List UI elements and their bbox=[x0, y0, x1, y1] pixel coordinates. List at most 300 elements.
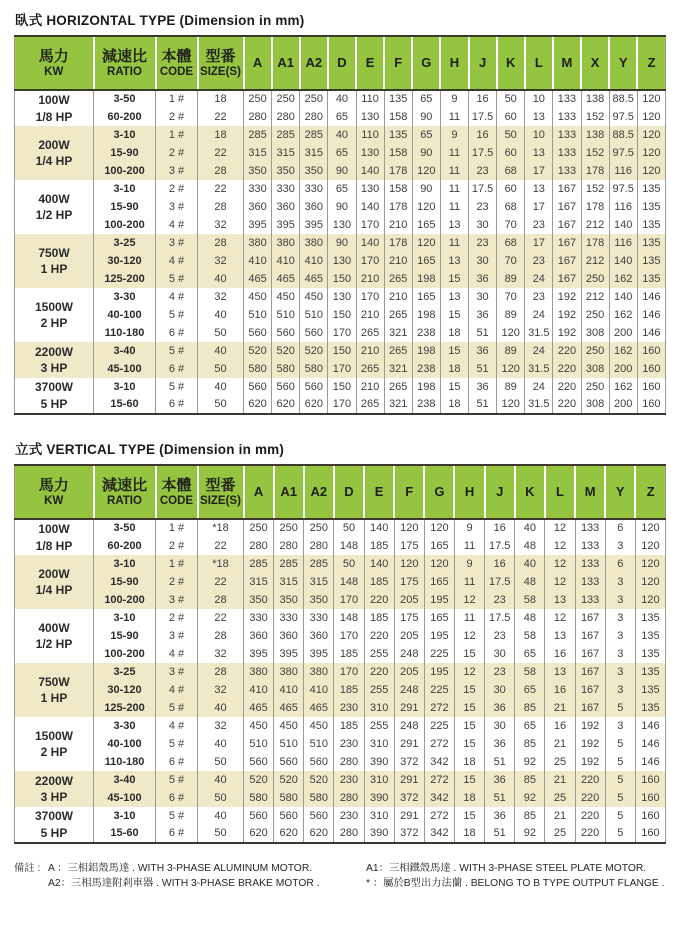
dimension-letter: L bbox=[556, 484, 564, 499]
dim-cell-a2: 450 bbox=[300, 288, 328, 306]
dim-cell-e: 185 bbox=[364, 537, 394, 555]
column-header-j bbox=[485, 465, 515, 519]
dim-cell-z: 120 bbox=[635, 519, 665, 537]
dim-cell-j: 17.5 bbox=[469, 108, 497, 126]
dim-cell-e: 210 bbox=[356, 306, 384, 324]
column-header-l bbox=[525, 36, 553, 90]
dim-cell-h: 15 bbox=[440, 342, 468, 360]
size-cell: 32 bbox=[198, 717, 244, 735]
dim-cell-k: 68 bbox=[497, 162, 525, 180]
dim-cell-a: 395 bbox=[244, 645, 274, 663]
dim-cell-x: 178 bbox=[581, 234, 609, 252]
dim-cell-d: 150 bbox=[328, 306, 356, 324]
dim-cell-a2: 560 bbox=[300, 324, 328, 342]
dim-cell-y: 162 bbox=[609, 342, 637, 360]
power-hp: 3 HP bbox=[40, 361, 68, 375]
dim-cell-l: 17 bbox=[525, 234, 553, 252]
dim-cell-h: 13 bbox=[440, 252, 468, 270]
dim-cell-h: 15 bbox=[454, 807, 484, 825]
dim-cell-a2: 410 bbox=[304, 681, 334, 699]
dim-cell-d: 280 bbox=[334, 825, 364, 843]
dim-cell-m: 133 bbox=[575, 573, 605, 591]
ratio-cell: 30-120 bbox=[94, 252, 156, 270]
dim-cell-a1: 510 bbox=[274, 735, 304, 753]
table-row bbox=[15, 198, 666, 216]
code-cell: 5 # bbox=[156, 270, 198, 288]
table-row bbox=[15, 216, 666, 234]
dim-cell-h: 18 bbox=[440, 324, 468, 342]
column-header-h bbox=[454, 465, 484, 519]
dim-cell-x: 250 bbox=[581, 306, 609, 324]
ratio-cell: 110-180 bbox=[94, 324, 156, 342]
vertical-dimensions-table bbox=[14, 464, 666, 844]
dim-cell-y: 162 bbox=[609, 270, 637, 288]
dim-cell-g: 272 bbox=[424, 807, 454, 825]
dim-cell-x: 250 bbox=[581, 270, 609, 288]
dim-cell-h: 9 bbox=[454, 555, 484, 573]
dim-cell-a: 580 bbox=[244, 789, 274, 807]
ratio-cell: 3-25 bbox=[94, 663, 156, 681]
dim-cell-f: 265 bbox=[384, 342, 412, 360]
power-watts: 100W bbox=[38, 522, 70, 537]
code-cell: 2 # bbox=[156, 144, 198, 162]
dim-cell-f: 205 bbox=[394, 591, 424, 609]
column-header-f bbox=[384, 36, 412, 90]
dim-cell-g: 225 bbox=[424, 717, 454, 735]
dim-cell-a: 250 bbox=[244, 519, 274, 537]
dim-cell-a: 285 bbox=[244, 126, 272, 144]
dim-cell-l: 31.5 bbox=[525, 360, 553, 378]
dim-cell-k: 58 bbox=[515, 663, 545, 681]
table-row bbox=[15, 555, 666, 573]
header-en-label: SIZE(S) bbox=[200, 65, 241, 78]
dim-cell-g: 272 bbox=[424, 771, 454, 789]
dim-cell-e: 140 bbox=[356, 162, 384, 180]
dim-cell-z: 120 bbox=[637, 108, 665, 126]
dim-cell-f: 135 bbox=[384, 126, 412, 144]
dim-cell-y: 97.5 bbox=[609, 144, 637, 162]
ratio-cell: 45-100 bbox=[94, 789, 156, 807]
dim-cell-k: 60 bbox=[497, 180, 525, 198]
dim-cell-g: 165 bbox=[412, 252, 440, 270]
dim-cell-k: 89 bbox=[497, 270, 525, 288]
dim-cell-g: 90 bbox=[412, 108, 440, 126]
dim-cell-g: 90 bbox=[412, 180, 440, 198]
dim-cell-k: 92 bbox=[515, 789, 545, 807]
dim-cell-e: 220 bbox=[364, 663, 394, 681]
dim-cell-d: 230 bbox=[334, 807, 364, 825]
dim-cell-f: 248 bbox=[394, 645, 424, 663]
code-cell: 4 # bbox=[156, 681, 198, 699]
dim-cell-x: 250 bbox=[581, 378, 609, 396]
dim-cell-y: 162 bbox=[609, 306, 637, 324]
dim-cell-k: 120 bbox=[497, 360, 525, 378]
dim-cell-j: 51 bbox=[485, 753, 515, 771]
dim-cell-j: 36 bbox=[469, 378, 497, 396]
column-header-d bbox=[334, 465, 364, 519]
power-cell bbox=[15, 771, 94, 807]
dim-cell-a1: 510 bbox=[272, 306, 300, 324]
dim-cell-h: 13 bbox=[440, 288, 468, 306]
dim-cell-d: 90 bbox=[328, 162, 356, 180]
dim-cell-k: 70 bbox=[497, 288, 525, 306]
dim-cell-e: 310 bbox=[364, 807, 394, 825]
dim-cell-a2: 520 bbox=[300, 342, 328, 360]
dimension-letter: F bbox=[394, 55, 403, 70]
code-cell: 3 # bbox=[156, 663, 198, 681]
dim-cell-j: 30 bbox=[485, 717, 515, 735]
dim-cell-f: 135 bbox=[384, 90, 412, 108]
dim-cell-e: 310 bbox=[364, 771, 394, 789]
dim-cell-d: 130 bbox=[328, 288, 356, 306]
dim-cell-a1: 315 bbox=[272, 144, 300, 162]
dim-cell-a2: 450 bbox=[304, 717, 334, 735]
dim-cell-d: 170 bbox=[328, 324, 356, 342]
dim-cell-j: 30 bbox=[485, 645, 515, 663]
dim-cell-m: 133 bbox=[553, 90, 581, 108]
dim-cell-j: 30 bbox=[485, 681, 515, 699]
dim-cell-j: 36 bbox=[485, 807, 515, 825]
dim-cell-f: 248 bbox=[394, 717, 424, 735]
dim-cell-a: 520 bbox=[244, 342, 272, 360]
dim-cell-m: 192 bbox=[553, 324, 581, 342]
table-row bbox=[15, 681, 666, 699]
dim-cell-e: 390 bbox=[364, 753, 394, 771]
dim-cell-a1: 520 bbox=[274, 771, 304, 789]
dim-cell-m: 133 bbox=[575, 519, 605, 537]
dim-cell-z: 135 bbox=[637, 234, 665, 252]
dim-cell-a2: 360 bbox=[300, 198, 328, 216]
table-row bbox=[15, 252, 666, 270]
code-cell: 6 # bbox=[156, 324, 198, 342]
dim-cell-l: 23 bbox=[525, 252, 553, 270]
table-row bbox=[15, 789, 666, 807]
size-cell: 32 bbox=[198, 216, 244, 234]
dim-cell-a2: 330 bbox=[300, 180, 328, 198]
footnote-a2-wrap bbox=[14, 876, 366, 891]
table-row bbox=[15, 126, 666, 144]
dim-cell-a: 560 bbox=[244, 807, 274, 825]
dim-cell-g: 272 bbox=[424, 699, 454, 717]
dim-cell-k: 89 bbox=[497, 378, 525, 396]
dim-cell-a2: 510 bbox=[300, 306, 328, 324]
ratio-cell: 110-180 bbox=[94, 753, 156, 771]
dim-cell-e: 390 bbox=[364, 789, 394, 807]
dim-cell-a2: 410 bbox=[300, 252, 328, 270]
ratio-cell: 3-10 bbox=[94, 126, 156, 144]
dim-cell-m: 167 bbox=[553, 234, 581, 252]
table-row bbox=[15, 288, 666, 306]
dimension-letter: A2 bbox=[310, 484, 328, 499]
dim-cell-g: 120 bbox=[412, 198, 440, 216]
code-cell: 6 # bbox=[156, 789, 198, 807]
size-cell: 40 bbox=[198, 807, 244, 825]
dim-cell-a2: 280 bbox=[300, 108, 328, 126]
ratio-cell: 100-200 bbox=[94, 591, 156, 609]
dim-cell-j: 16 bbox=[485, 555, 515, 573]
dim-cell-y: 97.5 bbox=[609, 108, 637, 126]
footnote-label: 備註 : bbox=[14, 863, 41, 874]
dim-cell-j: 23 bbox=[485, 627, 515, 645]
dim-cell-a2: 380 bbox=[304, 663, 334, 681]
dim-cell-l: 21 bbox=[545, 807, 575, 825]
dim-cell-e: 130 bbox=[356, 108, 384, 126]
dim-cell-y: 3 bbox=[605, 681, 635, 699]
dim-cell-a: 465 bbox=[244, 270, 272, 288]
table-row bbox=[15, 771, 666, 789]
dim-cell-a1: 580 bbox=[274, 789, 304, 807]
dim-cell-j: 30 bbox=[469, 252, 497, 270]
code-cell: 5 # bbox=[156, 771, 198, 789]
power-cell bbox=[15, 717, 94, 771]
ratio-cell: 125-200 bbox=[94, 699, 156, 717]
table-row bbox=[15, 753, 666, 771]
dim-cell-h: 11 bbox=[440, 234, 468, 252]
column-header-l bbox=[545, 465, 575, 519]
dim-cell-a1: 285 bbox=[274, 555, 304, 573]
dim-cell-y: 200 bbox=[609, 360, 637, 378]
dim-cell-m: 167 bbox=[553, 216, 581, 234]
dim-cell-a: 280 bbox=[244, 108, 272, 126]
dimension-letter: Z bbox=[647, 55, 656, 70]
dim-cell-g: 120 bbox=[424, 519, 454, 537]
dim-cell-h: 15 bbox=[454, 699, 484, 717]
dim-cell-a: 560 bbox=[244, 753, 274, 771]
ratio-cell: 15-60 bbox=[94, 396, 156, 414]
dim-cell-j: 17.5 bbox=[469, 144, 497, 162]
dim-cell-f: 120 bbox=[394, 519, 424, 537]
dim-cell-d: 148 bbox=[334, 537, 364, 555]
ratio-cell: 30-120 bbox=[94, 681, 156, 699]
dim-cell-d: 280 bbox=[334, 789, 364, 807]
dim-cell-l: 25 bbox=[545, 825, 575, 843]
dim-cell-a2: 560 bbox=[304, 753, 334, 771]
dim-cell-g: 195 bbox=[424, 591, 454, 609]
dim-cell-l: 16 bbox=[545, 717, 575, 735]
size-cell: 40 bbox=[198, 270, 244, 288]
dim-cell-k: 70 bbox=[497, 252, 525, 270]
dim-cell-a: 620 bbox=[244, 825, 274, 843]
column-header-code bbox=[156, 465, 198, 519]
dim-cell-h: 18 bbox=[440, 396, 468, 414]
code-cell: 4 # bbox=[156, 216, 198, 234]
dim-cell-m: 167 bbox=[553, 198, 581, 216]
dim-cell-k: 40 bbox=[515, 555, 545, 573]
power-cell bbox=[15, 378, 94, 414]
dim-cell-a1: 330 bbox=[274, 609, 304, 627]
header-en-label: CODE bbox=[159, 65, 194, 78]
dim-cell-y: 5 bbox=[605, 753, 635, 771]
code-cell: 3 # bbox=[156, 234, 198, 252]
dim-cell-a2: 620 bbox=[304, 825, 334, 843]
ratio-cell: 3-10 bbox=[94, 555, 156, 573]
dim-cell-h: 11 bbox=[440, 162, 468, 180]
table-row bbox=[15, 609, 666, 627]
dim-cell-j: 17.5 bbox=[485, 537, 515, 555]
table-row bbox=[15, 645, 666, 663]
dim-cell-a: 350 bbox=[244, 162, 272, 180]
dim-cell-l: 23 bbox=[525, 288, 553, 306]
dim-cell-a: 560 bbox=[244, 378, 272, 396]
dim-cell-f: 291 bbox=[394, 735, 424, 753]
dim-cell-z: 135 bbox=[637, 270, 665, 288]
dim-cell-y: 140 bbox=[609, 288, 637, 306]
dimension-letter: G bbox=[421, 55, 432, 70]
power-hp: 5 HP bbox=[40, 825, 68, 840]
dim-cell-g: 120 bbox=[412, 162, 440, 180]
size-cell: 40 bbox=[198, 306, 244, 324]
dim-cell-h: 11 bbox=[440, 198, 468, 216]
dim-cell-d: 185 bbox=[334, 717, 364, 735]
dim-cell-g: 198 bbox=[412, 378, 440, 396]
header-zh-label: 型番 bbox=[205, 47, 236, 65]
dim-cell-j: 16 bbox=[469, 90, 497, 108]
dim-cell-z: 135 bbox=[637, 180, 665, 198]
code-cell: 4 # bbox=[156, 645, 198, 663]
dim-cell-f: 321 bbox=[384, 360, 412, 378]
dim-cell-z: 160 bbox=[637, 378, 665, 396]
dim-cell-z: 160 bbox=[635, 789, 665, 807]
dim-cell-a1: 360 bbox=[272, 198, 300, 216]
dim-cell-j: 51 bbox=[469, 324, 497, 342]
dim-cell-g: 195 bbox=[424, 627, 454, 645]
ratio-cell: 125-200 bbox=[94, 270, 156, 288]
dimension-letter: J bbox=[478, 55, 487, 70]
size-cell: 40 bbox=[198, 771, 244, 789]
header-en-label: KW bbox=[44, 494, 64, 507]
dim-cell-g: 165 bbox=[412, 288, 440, 306]
dim-cell-l: 12 bbox=[545, 573, 575, 591]
dim-cell-f: 210 bbox=[384, 216, 412, 234]
dimension-letter: E bbox=[365, 55, 375, 70]
dim-cell-a1: 450 bbox=[274, 717, 304, 735]
dim-cell-l: 10 bbox=[525, 126, 553, 144]
dim-cell-j: 23 bbox=[485, 663, 515, 681]
dim-cell-a: 410 bbox=[244, 252, 272, 270]
dim-cell-f: 210 bbox=[384, 252, 412, 270]
dim-cell-f: 205 bbox=[394, 663, 424, 681]
table-row bbox=[15, 591, 666, 609]
table-row bbox=[15, 396, 666, 414]
ratio-cell: 100-200 bbox=[94, 216, 156, 234]
dim-cell-e: 185 bbox=[364, 609, 394, 627]
dim-cell-f: 205 bbox=[394, 627, 424, 645]
dim-cell-e: 185 bbox=[364, 573, 394, 591]
dim-cell-a1: 620 bbox=[274, 825, 304, 843]
dim-cell-d: 50 bbox=[334, 555, 364, 573]
column-header-y bbox=[605, 465, 635, 519]
power-watts: 3700W bbox=[34, 380, 74, 395]
dim-cell-d: 65 bbox=[328, 108, 356, 126]
ratio-cell: 100-200 bbox=[94, 645, 156, 663]
power-watts: 2200W bbox=[34, 773, 74, 788]
dim-cell-j: 17.5 bbox=[485, 609, 515, 627]
power-hp: 1/4 HP bbox=[35, 583, 73, 597]
dim-cell-m: 133 bbox=[575, 537, 605, 555]
horizontal-table-title: 臥式 HORIZONTAL TYPE (Dimension in mm) bbox=[15, 13, 305, 28]
dim-cell-m: 167 bbox=[575, 627, 605, 645]
power-hp: 2 HP bbox=[40, 745, 68, 759]
dim-cell-k: 50 bbox=[497, 90, 525, 108]
table-row bbox=[15, 573, 666, 591]
dim-cell-e: 255 bbox=[364, 681, 394, 699]
dimension-letter: Z bbox=[646, 484, 655, 499]
table-row bbox=[15, 378, 666, 396]
dim-cell-d: 148 bbox=[334, 609, 364, 627]
column-header-h bbox=[440, 36, 468, 90]
dim-cell-h: 15 bbox=[440, 306, 468, 324]
power-watts: 3700W bbox=[34, 809, 74, 824]
ratio-cell: 3-10 bbox=[94, 609, 156, 627]
column-header-j bbox=[469, 36, 497, 90]
dim-cell-e: 265 bbox=[356, 324, 384, 342]
column-header-g bbox=[412, 36, 440, 90]
dim-cell-a1: 465 bbox=[274, 699, 304, 717]
column-header-sizes bbox=[198, 465, 244, 519]
power-watts: 400W bbox=[38, 191, 70, 206]
dim-cell-l: 31.5 bbox=[525, 324, 553, 342]
dim-cell-l: 12 bbox=[545, 555, 575, 573]
power-hp: 5 HP bbox=[40, 396, 68, 411]
dim-cell-d: 170 bbox=[334, 663, 364, 681]
table-row bbox=[15, 180, 666, 198]
dim-cell-g: 342 bbox=[424, 825, 454, 843]
dim-cell-k: 120 bbox=[497, 396, 525, 414]
size-cell: 50 bbox=[198, 324, 244, 342]
code-cell: 5 # bbox=[156, 306, 198, 324]
dim-cell-a1: 410 bbox=[272, 252, 300, 270]
power-watts: 750W bbox=[38, 674, 70, 689]
code-cell: 2 # bbox=[156, 108, 198, 126]
power-cell bbox=[15, 555, 94, 609]
dim-cell-y: 116 bbox=[609, 234, 637, 252]
dim-cell-d: 90 bbox=[328, 234, 356, 252]
dim-cell-l: 12 bbox=[545, 537, 575, 555]
dim-cell-k: 85 bbox=[515, 771, 545, 789]
table-row bbox=[15, 807, 666, 825]
size-cell: 22 bbox=[198, 180, 244, 198]
dim-cell-l: 24 bbox=[525, 270, 553, 288]
dim-cell-a1: 330 bbox=[272, 180, 300, 198]
column-header-x bbox=[581, 36, 609, 90]
dim-cell-g: 342 bbox=[424, 789, 454, 807]
dim-cell-l: 24 bbox=[525, 342, 553, 360]
dim-cell-m: 133 bbox=[575, 591, 605, 609]
dim-cell-m: 167 bbox=[575, 663, 605, 681]
dim-cell-m: 220 bbox=[553, 360, 581, 378]
header-en-label: SIZE(S) bbox=[200, 494, 241, 507]
dim-cell-e: 130 bbox=[356, 144, 384, 162]
code-cell: 3 # bbox=[156, 162, 198, 180]
dim-cell-x: 178 bbox=[581, 198, 609, 216]
code-cell: 2 # bbox=[156, 180, 198, 198]
table-row bbox=[15, 360, 666, 378]
dim-cell-y: 3 bbox=[605, 627, 635, 645]
dim-cell-d: 170 bbox=[328, 396, 356, 414]
ratio-cell: 3-30 bbox=[94, 288, 156, 306]
dim-cell-a1: 350 bbox=[272, 162, 300, 180]
dim-cell-a1: 395 bbox=[272, 216, 300, 234]
column-header-m bbox=[575, 465, 605, 519]
dim-cell-a: 250 bbox=[244, 90, 272, 108]
column-header-z bbox=[637, 36, 665, 90]
dim-cell-e: 210 bbox=[356, 270, 384, 288]
dim-cell-z: 120 bbox=[635, 591, 665, 609]
dim-cell-l: 10 bbox=[525, 90, 553, 108]
dim-cell-d: 130 bbox=[328, 216, 356, 234]
dimension-letter: A1 bbox=[280, 484, 298, 499]
code-cell: 6 # bbox=[156, 396, 198, 414]
